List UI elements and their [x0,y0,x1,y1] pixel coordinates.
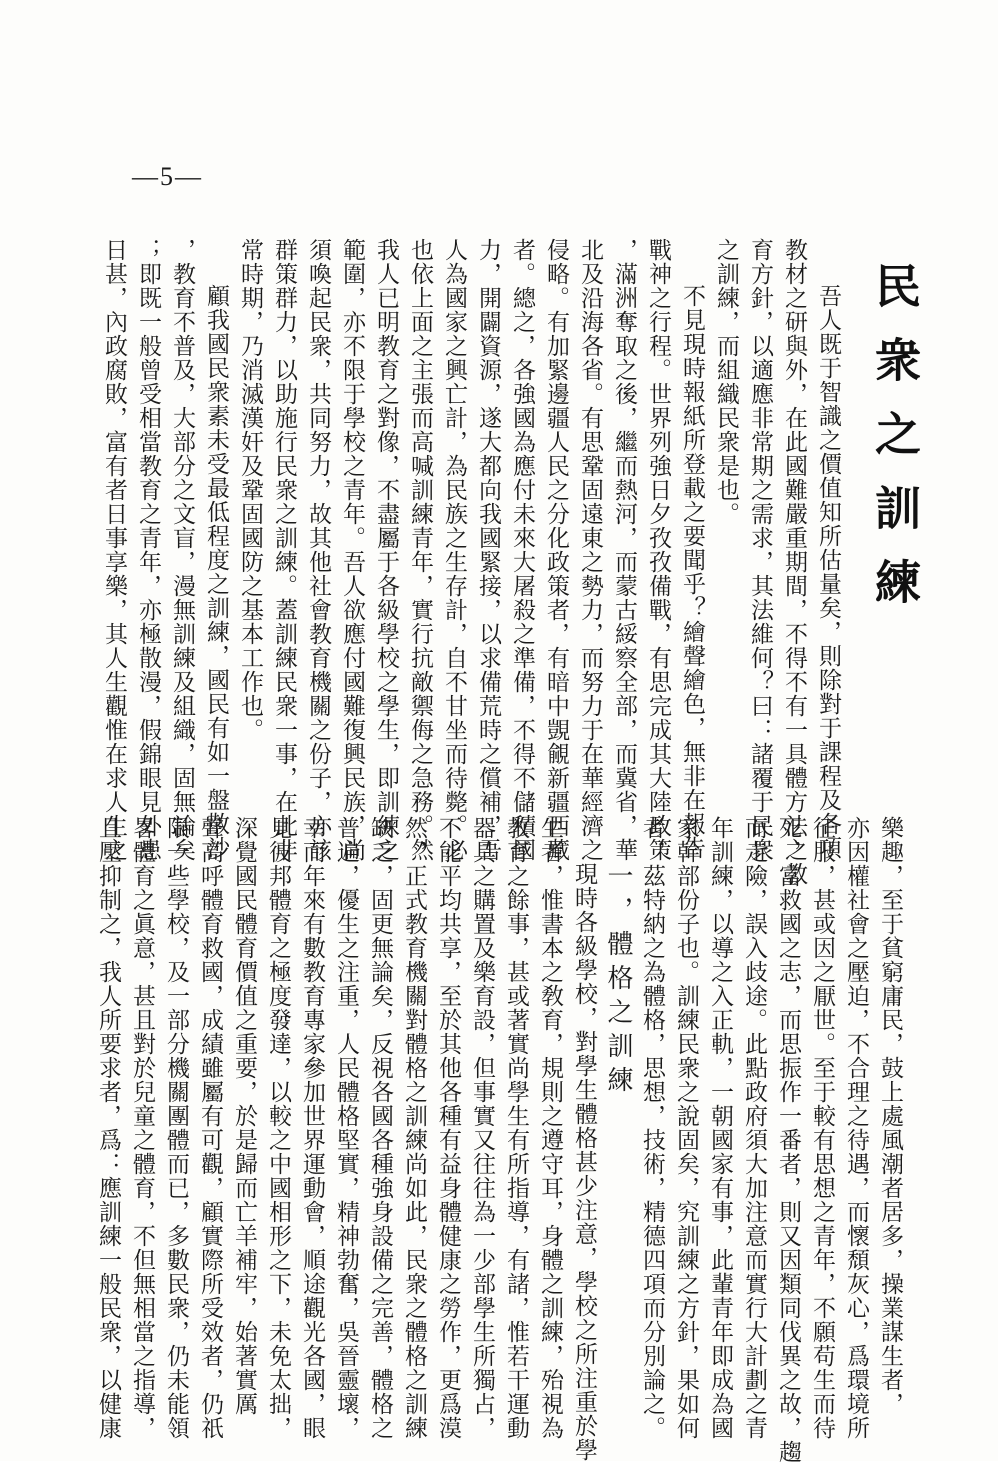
text-column: 死，富救國之志，而思振作一番者，則又因類同伐異之故，趨 [775,816,801,1464]
text-column: 征服，甚或因之厭世。至于較有思想之青年，不願苟生而待 [809,816,835,1440]
text-column: 樂趣，至于貧窮庸民，鼓上處風潮者居多，操業謀生者， [877,816,903,1416]
upper-text-block [101,238,846,886]
text-column: 聲高呼體育救國，成績雖屬有可觀，顧實際所受效者，仍祇 [197,816,223,1440]
text-column: 人為國家之興亡計，為民族之生存計，自不甘坐而待斃。必 [441,238,467,862]
text-column: 不見現時報紙所登載之要聞乎？繪聲繪色，無非在報告 [679,284,705,860]
page-number: —5— [132,162,203,191]
text-column: 器具之購置及樂育設，但事實又往往為一少部學生所獨占， [469,816,495,1440]
section-heading: 一，體格之訓練 [603,862,633,1100]
lower-text-block [88,816,908,1464]
text-column: ，滿洲奪取之後，繼而熱河，而蒙古綏察全部，而冀省，華 [611,238,637,862]
text-column: 教材之研與外，在此國難嚴重期間，不得不有一具體方法之教 [781,238,807,886]
text-column: 吾人既于智識之價值知所估量矣，則除對于課程及各項 [815,284,841,860]
text-column: 年訓練，以導之入正軌，一朝國家有事，此輩青年即成為國 [707,816,733,1440]
text-column: 不能平均共享，至於其他各種有益身體健康之勞作，更爲漠 [435,816,461,1440]
text-column: 育方針，以適應非常期之需求，其法維何？曰：諸覆于民衆 [747,238,773,862]
text-column: 缺乏，固更無論矣，反視各國各種強身設備之完善，體格之 [367,816,393,1440]
text-column: 須喚起民衆，共同努力，故其他社會教育機關之份子，亦該 [305,238,331,862]
text-column: 我人已明教育之對像，不盡屬于各級學校之學生，即訓練之 [373,238,399,862]
text-column: 群策群力，以助施行民衆之訓練。蓋訓練民衆一事，在此非 [271,238,297,862]
text-column: 北及沿海各省。有思鞏固遠東之勢力，而努力于在華經濟之 [577,238,603,862]
text-column: 家幹部份子也。訓練民衆之說固矣，究訓練之方針，果如何 [673,816,699,1440]
text-column: ；即既一般曾受相當教育之青年，亦極散漫，假錦眼見外患 [135,238,161,862]
text-column: 日甚，內政腐敗，富有者日事享樂，其人生觀惟在求人生之 [101,238,127,862]
text-column: 亦因權社會之壓迫，不合理之待遇，而懷頹灰心，爲環境所 [843,816,869,1440]
text-column: 現時各級學校，對學生體格甚少注意，學校之所注重於學 [571,862,597,1462]
text-column: 普遍，優生之注重，人民體格堅實，精神勃奮，吳晉靈壞， [333,816,359,1440]
text-column: 常時期，乃消滅漢奸及鞏固國防之基本工作也。 [237,238,263,742]
text-column: 戰神之行程。世界列強日夕孜孜備戰，有思完成其大陸政策 [645,238,671,862]
text-column: 幸而年來有數教育專家參加世界運動會，順途觀光各國，眼 [299,816,325,1440]
text-column: 侵略。有加緊邊疆人民之分化政策者，有暗中覬覦新疆西藏 [543,238,569,862]
text-column: 而走險，誤入歧途。此點政府須大加注意而實行大計劃之青 [741,816,767,1440]
text-column: 生者，惟書本之敎育，規則之遵守耳，身體之訓練，殆視為 [537,816,563,1440]
text-column: 深覺國民體育價值之重要，於是歸而亡羊補牢，始著實厲 [231,816,257,1416]
text-column: 限一些學校，及一部分機關團體而已，多數民衆，仍未能領 [163,816,189,1440]
text-column: 之訓練，而組織民衆是也。 [713,238,739,526]
text-column: 見彼邦體育之極度發達，以較之中國相形之下，未免太拙， [265,816,291,1440]
text-column: 也依上面之主張而高喊訓練青年，實行抗敵禦侮之急務。然 [407,238,433,862]
text-column: ，教育不普及，大部分之文盲，漫無訓練及組織，固無論矣 [169,238,195,862]
text-column: 且壓抑制之，我人所要求者，爲：應訓練一般民衆，以健康 [95,816,121,1440]
text-column: 然，正式教育機關對體格之訓練尚如此，民衆之體格之訓練 [401,816,427,1440]
text-column: 者，茲特納之為體格，思想，技術，精德四項而分別論之。 [639,816,665,1440]
text-column: 範圍，亦不限于學校之青年。吾人欲應付國難復興民族，尚 [339,238,365,862]
section-divider [86,806,916,807]
text-column: 者。總之，各強國為應付未來大屠殺之準備，不得不儲積國 [509,238,535,862]
text-column: 顧我國民衆素未受最低程度之訓練，國民有如一盤散沙 [203,284,229,860]
text-column: 畧體育之眞意，甚且對於兒童之體育，不但無相當之指導， [129,816,155,1440]
article-title: 民衆之訓練 [868,262,922,632]
text-column: 力，開闢資源，遂大都向我國緊接，以求備荒時之償補，吾 [475,238,501,862]
text-column: 教育之餘事，甚或著實尚學生有所指導，有諸，惟若干運動 [503,816,529,1440]
